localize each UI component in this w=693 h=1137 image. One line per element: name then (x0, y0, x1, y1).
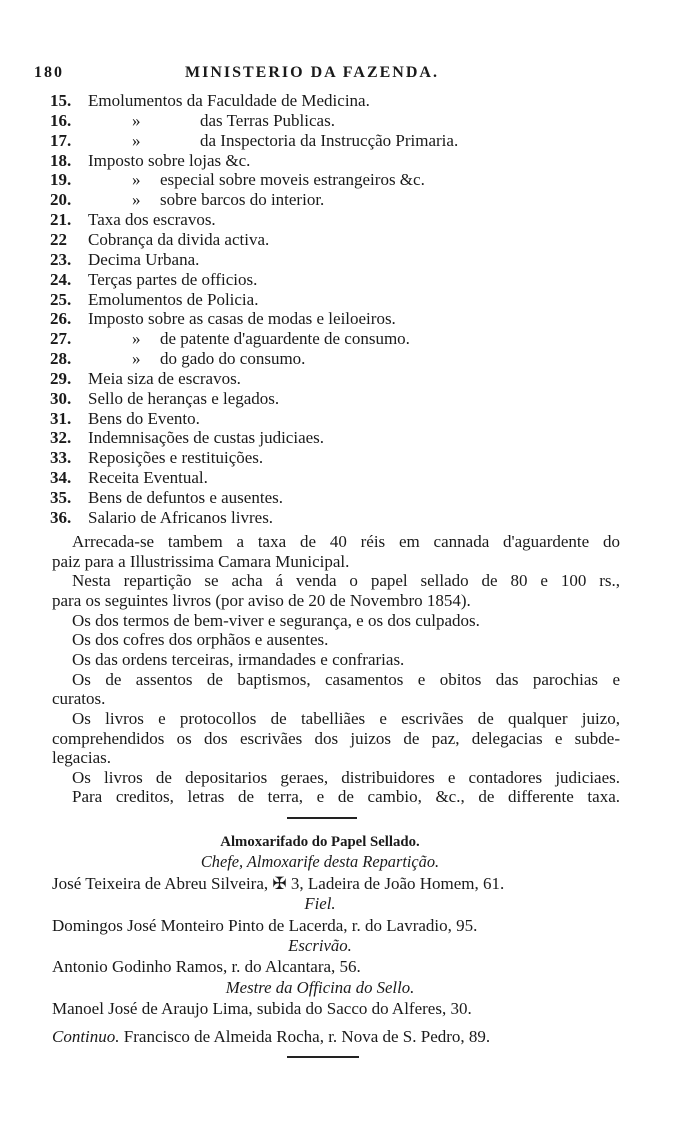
section-heading: Almoxarifado do Papel Sellado. (220, 834, 420, 850)
ditto-mark: » (132, 110, 141, 130)
chefe-line (52, 874, 504, 894)
paragraph-line: curatos. (52, 689, 106, 709)
item-text: de patente d'aguardente de consumo. (160, 329, 410, 349)
item-number: 18. (50, 150, 72, 170)
item-number: 36. (50, 507, 72, 527)
chefe-title: Chefe, Almoxarife desta Repartição. (200, 852, 440, 871)
item-text: Bens de defuntos e ausentes. (88, 488, 283, 507)
continuo-line (52, 1027, 490, 1047)
item-text: do gado do consumo. (160, 349, 306, 369)
escrivao-title: Escrivão. (288, 936, 352, 955)
item-number: 31. (50, 408, 72, 428)
item-number: 28. (50, 349, 72, 369)
continuo-text: Francisco de Almeida Rocha, r. Nova de S. Pedro, 89. (123, 1027, 491, 1046)
item-text: Receita Eventual. (88, 468, 208, 488)
paragraph-line: Os dos termos de bem-viver e segurança, e os dos culpados. (72, 610, 480, 630)
item-text: Taxa dos escravos. (88, 210, 216, 230)
paragraph-line: Arrecada-se tambem a taxa de 40 réis em cannada d'aguardente do (72, 532, 620, 551)
divider-bottom (287, 1056, 359, 1058)
item-text: Cobrança da divida activa. (88, 229, 270, 249)
paragraph-line: Os livros de depositarios geraes, distribuidores e contadores judiciaes. (72, 767, 620, 787)
item-text: Meia siza de escravos. (88, 368, 241, 388)
item-number: 17. (50, 130, 72, 150)
item-number: 20. (50, 190, 72, 210)
paragraph-line: Nesta repartição se acha á venda o papel sellado de 80 e 100 rs., (72, 571, 620, 591)
item-text: especial sobre moveis estrangeiros &c. (160, 170, 425, 190)
paragraph-line: Os de assentos de baptismos, casamentos e obitos das parochias e (72, 669, 620, 689)
item-number: 22 (50, 229, 67, 249)
item-text: Sello de heranças e legados. (88, 388, 280, 408)
item-text: Decima Urbana. (88, 249, 200, 269)
item-text: Emolumentos da Faculdade de Medicina. (88, 91, 370, 110)
item-number: 30. (50, 388, 72, 408)
item-text: Imposto sobre lojas &c. (88, 150, 251, 170)
item-text: Bens do Evento. (88, 408, 200, 428)
fiel-line: Domingos José Monteiro Pinto de Lacerda, r. do Lavradio, 95. (52, 916, 478, 935)
paragraph-line: paiz para a Illustrissima Camara Municipal. (52, 551, 350, 571)
escrivao-line: Antonio Godinho Ramos, r. do Alcantara, 56. (52, 957, 361, 976)
paragraph-line: Os dos cofres dos orphãos e ausentes. (72, 630, 329, 650)
item-number: 23. (50, 249, 72, 269)
item-number: 24. (50, 269, 72, 289)
ditto-mark: » (132, 130, 141, 150)
item-number: 25. (50, 289, 72, 309)
cross-icon: ✠ (272, 874, 287, 893)
paragraph-line: Para creditos, letras de terra, e de cambio, &c., de differente taxa. (72, 787, 620, 807)
item-number: 35. (50, 488, 72, 507)
item-text: Terças partes de officios. (88, 269, 258, 289)
item-number: 29. (50, 368, 72, 388)
ditto-mark: » (132, 170, 141, 190)
item-text: Emolumentos de Policia. (88, 289, 259, 309)
ditto-mark: » (132, 190, 141, 210)
chefe-address: 3, Ladeira de João Homem, 61. (290, 874, 505, 893)
item-number: 32. (50, 428, 72, 448)
paragraph-line: Os livros e protocollos de tabelliães e escrivães de qualquer juizo, (72, 708, 620, 728)
page-title: MINISTERIO DA FAZENDA. (185, 64, 439, 81)
paragraph-line: para os seguintes livros (por aviso de 20 de Novembro 1854). (52, 590, 471, 610)
item-text: sobre barcos do interior. (160, 190, 325, 210)
item-text: da Inspectoria da Instrucção Primaria. (200, 130, 459, 150)
paragraph-line: comprehendidos os dos escrivães dos juizos de paz, delegacias e subde- (52, 728, 620, 748)
item-number: 16. (50, 110, 72, 130)
mestre-title: Mestre da Officina do Sello. (225, 978, 415, 997)
item-text: Indemnisações de custas judiciaes. (88, 428, 325, 448)
paragraph-line: Os das ordens terceiras, irmandades e confrarias. (72, 649, 405, 669)
divider-top (287, 817, 357, 819)
ditto-mark: » (132, 349, 141, 369)
item-number: 15. (50, 91, 72, 110)
item-text: Imposto sobre as casas de modas e leiloeiros. (88, 309, 396, 329)
page-number: 180 (34, 64, 64, 81)
item-text: das Terras Publicas. (200, 110, 335, 130)
continuo-label: Continuo. (52, 1027, 120, 1046)
item-text: Reposições e restituições. (88, 448, 264, 468)
item-text: Salario de Africanos livres. (88, 507, 274, 527)
item-number: 19. (50, 170, 72, 190)
paragraph-line: legacias. (52, 748, 111, 768)
mestre-line: Manoel José de Araujo Lima, subida do Sacco do Alferes, 30. (52, 999, 472, 1018)
item-number: 33. (50, 448, 72, 468)
item-number: 34. (50, 468, 72, 488)
item-number: 27. (50, 329, 72, 349)
item-number: 26. (50, 309, 72, 329)
item-number: 21. (50, 210, 72, 230)
fiel-title: Fiel. (304, 894, 336, 913)
ditto-mark: » (132, 329, 141, 349)
chefe-name: José Teixeira de Abreu Silveira, (52, 874, 269, 893)
